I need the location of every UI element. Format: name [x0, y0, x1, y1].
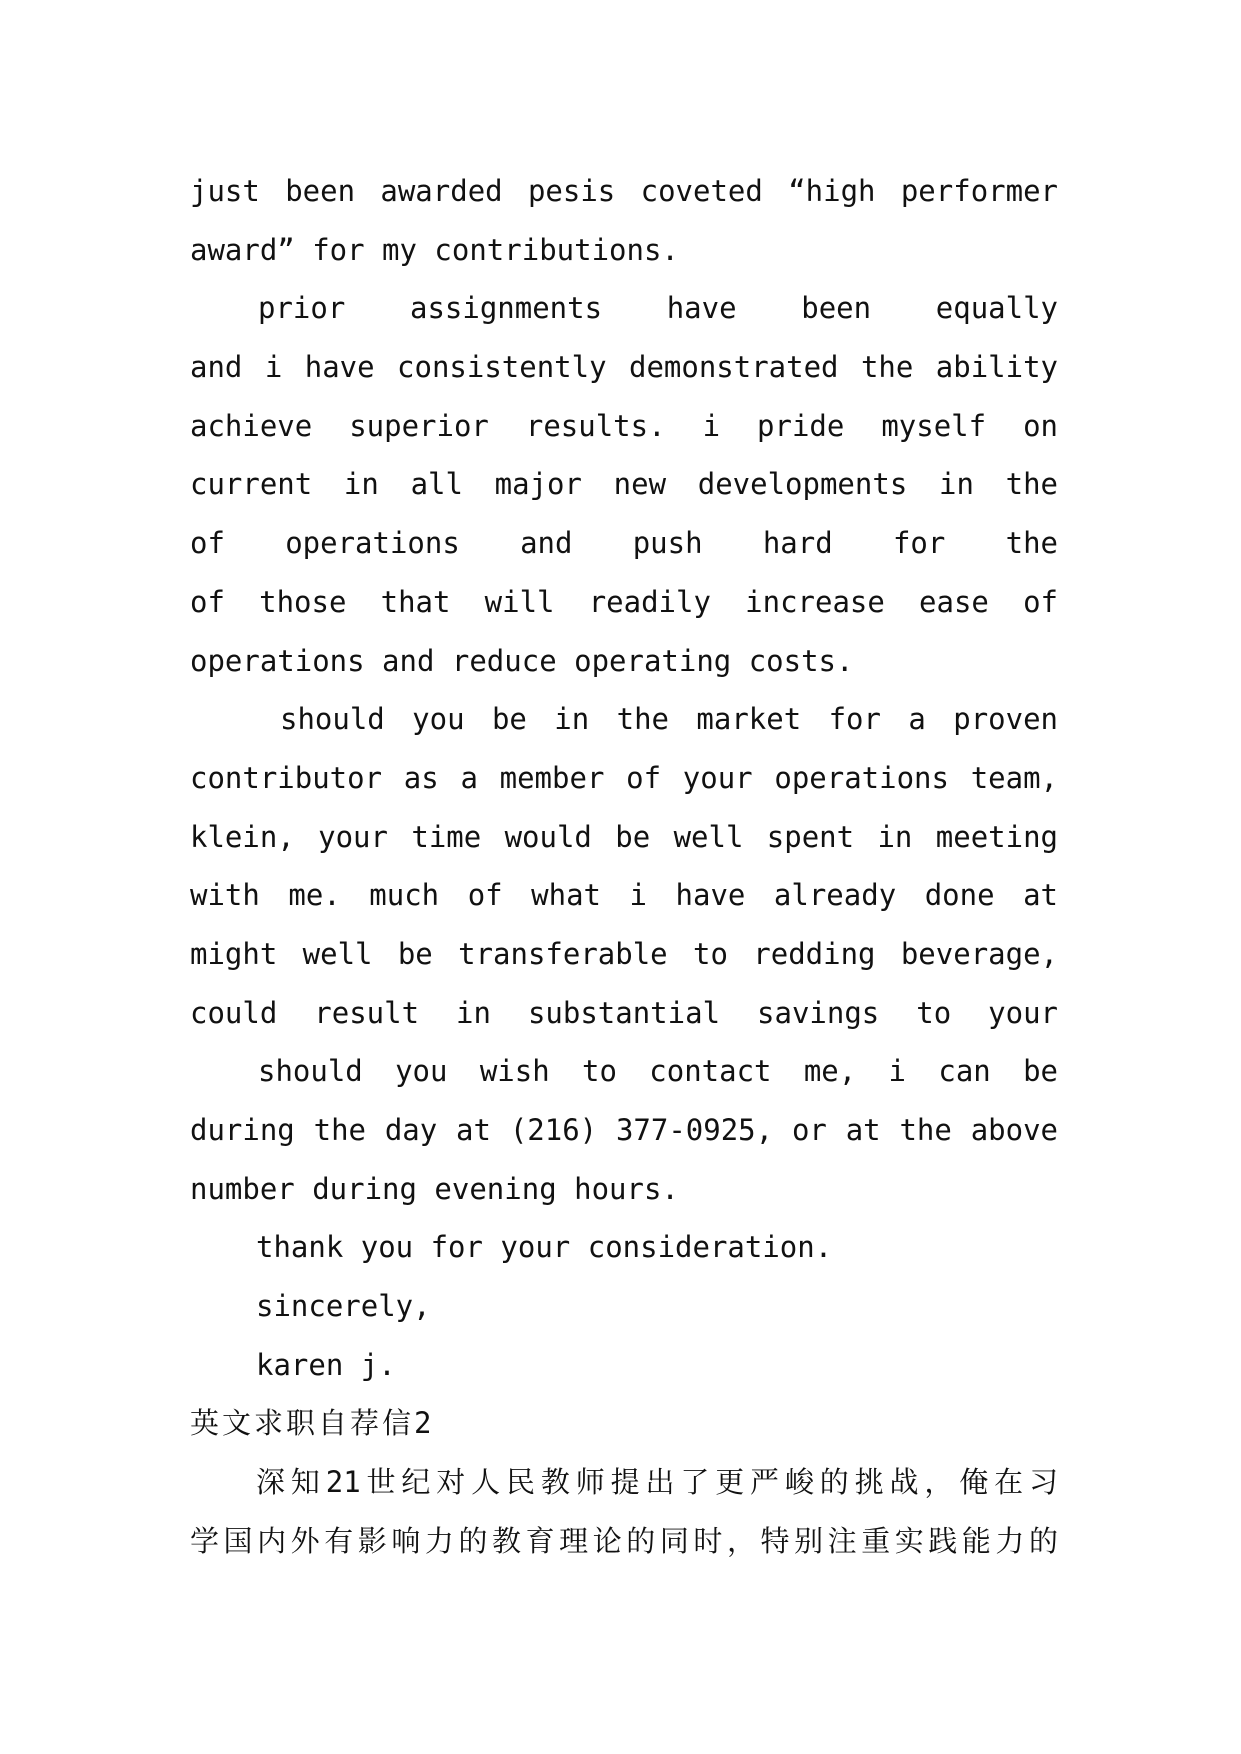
text-line-6: current in all major new developments in the	[190, 467, 1058, 502]
text-line-1: just been awarded pesis coveted “high performer	[190, 174, 1058, 208]
text-line-17: during the day at (216) 377-0925, or at the above	[190, 1113, 1058, 1147]
text-line-9: operations and reduce operating costs.	[190, 643, 854, 678]
text-line-13: with me. much of what i have already done at	[190, 878, 1058, 913]
paragraph-prior-assignments: prior assignments have been equally	[258, 291, 1058, 326]
letter-body	[190, 162, 1058, 1571]
section-heading: 英文求职自荐信2	[190, 1406, 435, 1441]
text-line-15: could result in substantial savings to your	[190, 995, 1058, 1030]
chinese-paragraph-line-2: 学国内外有影响力的教育理论的同时，特别注重实践能力的	[190, 1523, 1058, 1558]
closing-thanks: thank you for your consideration.	[256, 1230, 833, 1265]
text-line-7: of operations and push hard for the	[190, 526, 1058, 561]
text-line-12: klein, your time would be well spent in meeting	[190, 819, 1058, 854]
text-line-11: contributor as a member of your operations team,	[190, 760, 1058, 795]
text-line-14: might well be transferable to redding beverage,	[190, 936, 1058, 971]
closing-sincerely: sincerely,	[256, 1289, 431, 1324]
text-line-18: number during evening hours.	[190, 1171, 679, 1206]
text-line-5: achieve superior results. i pride myself on	[190, 408, 1058, 443]
text-line-4: and i have consistently demonstrated the ability	[190, 350, 1058, 385]
paragraph-should-you-be: should you be in the market for a proven	[280, 702, 1058, 737]
text-line-2: award” for my contributions.	[190, 232, 679, 267]
paragraph-contact: should you wish to contact me, i can be	[258, 1054, 1058, 1089]
signature-name: karen j.	[256, 1347, 396, 1382]
chinese-paragraph-line-1: 深知21世纪对人民教师提出了更严峻的挑战，俺在习	[256, 1465, 1058, 1500]
text-line-8: of those that will readily increase ease of	[190, 584, 1058, 619]
